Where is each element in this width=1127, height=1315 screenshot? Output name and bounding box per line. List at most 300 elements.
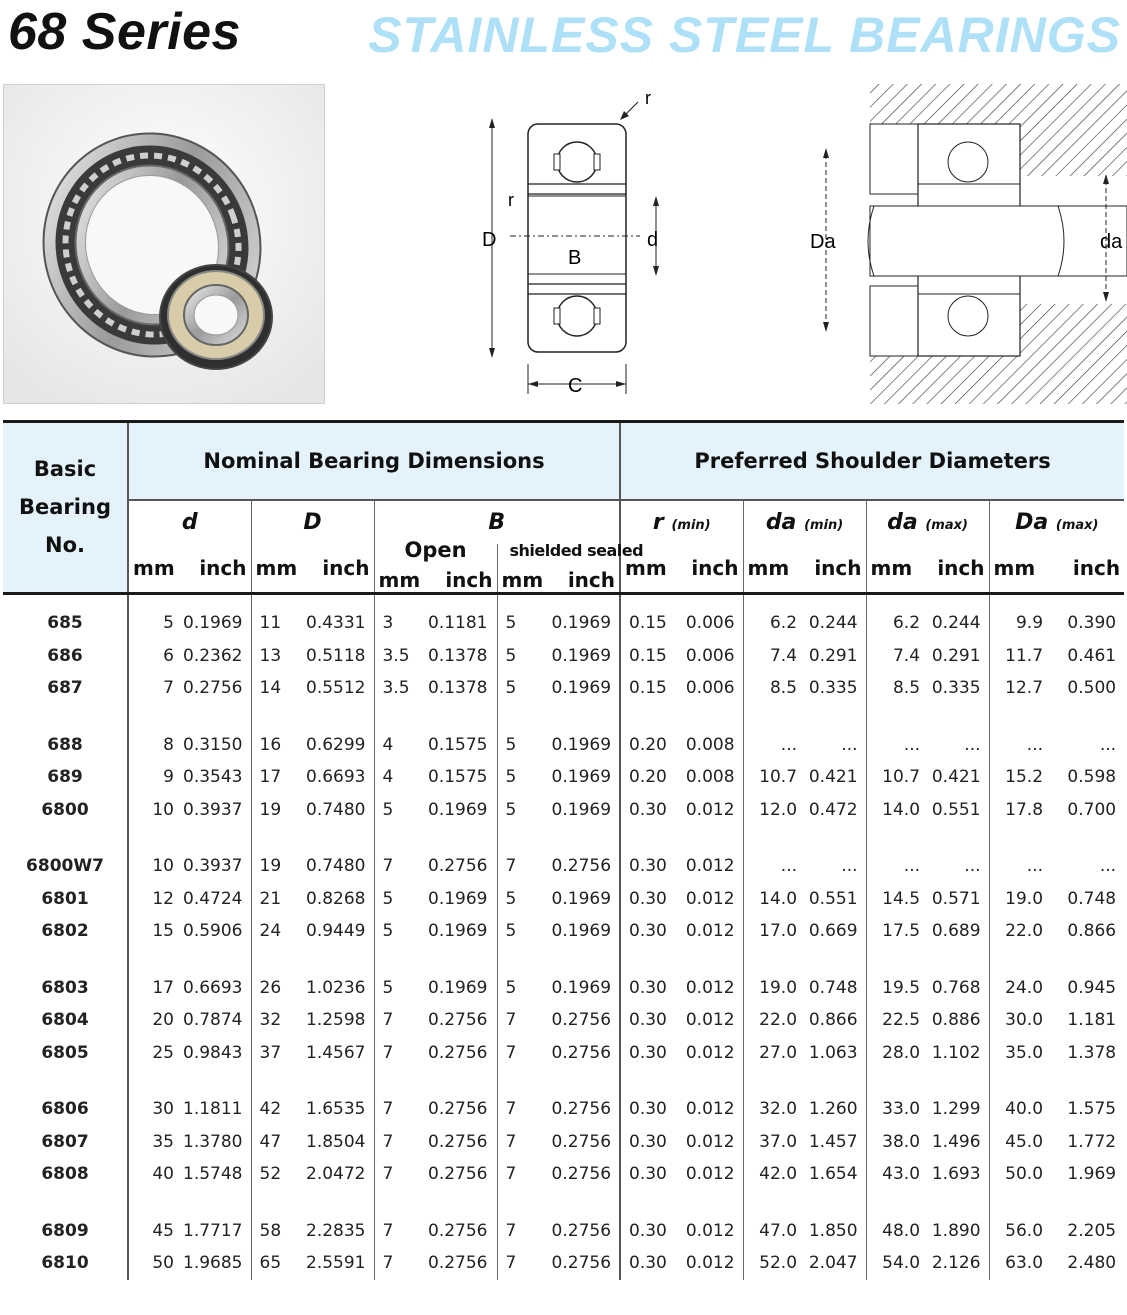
cross-section-diagram [470, 84, 670, 404]
table-cell: 0.006 [685, 645, 735, 666]
unit-inch: inch [445, 567, 493, 592]
table-cell: 5 [163, 613, 174, 634]
table-cell: 2.205 [1067, 1220, 1117, 1241]
table-cell: 5 [497, 729, 547, 762]
table-cell: ... [1099, 856, 1117, 877]
table-cell: 0.500 [1067, 678, 1117, 699]
col-d-symbol: d [181, 509, 198, 535]
table-cell: 0.5118 [306, 645, 366, 666]
table-cell: 0.2756 [428, 1099, 488, 1120]
table-cell: 6.2 [743, 607, 801, 640]
table-cell: 0.421 [808, 767, 858, 788]
table-cell: 37 [251, 1037, 301, 1070]
table-cell: 5 [374, 915, 424, 948]
table-cell: 15 [152, 921, 174, 942]
table-cell: 0.335 [808, 678, 858, 699]
table-cell: 0.866 [808, 1010, 858, 1031]
table-cell: 1.3780 [183, 1131, 243, 1152]
table-cell: 1.2598 [306, 1010, 366, 1031]
table-cell: 5 [374, 972, 424, 1005]
unit-inch: inch [322, 555, 370, 580]
table-cell: 0.1969 [551, 678, 612, 699]
table-cell: 19.0 [989, 883, 1047, 916]
table-cell: ... [964, 856, 981, 877]
table-cell: 0.9843 [183, 1042, 243, 1063]
table-cell: 7 [497, 1126, 547, 1159]
table-cell: 5 [497, 794, 547, 827]
table-cell: 0.30 [620, 794, 678, 827]
table-cell: 6 [163, 645, 174, 666]
table-cell: 0.335 [931, 678, 981, 699]
table-cell: 1.9685 [183, 1253, 243, 1274]
table-cell: 0.2756 [551, 1220, 612, 1241]
table-cell: 2.5591 [306, 1253, 366, 1274]
table-cell: 0.6693 [306, 767, 366, 788]
table-cell: 0.012 [685, 1099, 735, 1120]
table-cell: 7 [497, 1158, 547, 1191]
unit-mm: mm [620, 544, 678, 594]
table-cell: 17.8 [989, 794, 1047, 827]
table-cell: 1.1811 [183, 1099, 243, 1120]
table-cell: 32 [251, 1004, 301, 1037]
label-da: da [1100, 231, 1123, 253]
table-cell: 7 [497, 1215, 547, 1248]
table-cell: 25 [152, 1042, 174, 1063]
table-cell: 47 [251, 1126, 301, 1159]
table-cell: ... [866, 850, 924, 883]
table-cell: 0.1969 [428, 799, 488, 820]
table-row [3, 1004, 1124, 1037]
table-cell: ... [841, 734, 858, 755]
table-cell: 21 [251, 883, 301, 916]
table-cell: ... [743, 729, 801, 762]
table-cell: 0.2756 [551, 1010, 612, 1031]
table-cell: 43.0 [866, 1158, 924, 1191]
table-cell: 0.244 [808, 613, 858, 634]
table-cell: 11.7 [989, 640, 1047, 673]
table-cell: 12 [152, 888, 174, 909]
table-cell: 0.5906 [183, 921, 243, 942]
label-C: C [568, 375, 583, 397]
table-cell: 1.654 [808, 1164, 858, 1185]
label-D: D [482, 229, 497, 251]
bearing-number: 687 [3, 672, 128, 705]
table-cell: 0.748 [1067, 888, 1117, 909]
table-row [3, 1093, 1124, 1126]
table-cell: 0.700 [1067, 799, 1117, 820]
table-cell: 0.6693 [183, 977, 243, 998]
table-cell: 17 [152, 977, 174, 998]
table-cell: 0.012 [685, 1253, 735, 1274]
table-cell: 0.30 [620, 972, 678, 1005]
table-cell: 1.0236 [306, 977, 366, 998]
table-cell: 1.772 [1067, 1131, 1117, 1152]
table-cell: 8.5 [743, 672, 801, 705]
bearing-spec-table [3, 420, 1124, 1280]
table-cell: 0.20 [620, 761, 678, 794]
table-cell: 22.0 [989, 915, 1047, 948]
table-cell: 1.378 [1067, 1042, 1117, 1063]
table-cell: 0.669 [808, 921, 858, 942]
table-cell: 52 [251, 1158, 301, 1191]
table-cell: 22.0 [743, 1004, 801, 1037]
table-cell: 0.598 [1067, 767, 1117, 788]
unit-inch: inch [199, 555, 247, 580]
table-cell: 0.551 [808, 888, 858, 909]
table-cell: 50 [152, 1253, 174, 1274]
table-cell: 0.2756 [551, 1099, 612, 1120]
table-cell: 42 [251, 1093, 301, 1126]
table-cell: 0.30 [620, 1247, 678, 1280]
bearing-photo [3, 84, 325, 404]
table-cell: 11 [251, 607, 301, 640]
table-cell: 0.012 [685, 1042, 735, 1063]
table-cell: 0.012 [685, 799, 735, 820]
table-row [3, 850, 1124, 883]
table-cell: 7 [497, 1247, 547, 1280]
table-cell: 5 [374, 794, 424, 827]
bearing-number: 6808 [3, 1158, 128, 1191]
table-cell: 24.0 [989, 972, 1047, 1005]
table-cell: 1.6535 [306, 1099, 366, 1120]
table-cell: ... [989, 850, 1047, 883]
table-cell: 0.768 [931, 977, 981, 998]
table-cell: 5 [374, 883, 424, 916]
table-cell: 0.6299 [306, 734, 366, 755]
table-cell: 5 [497, 672, 547, 705]
table-cell: 30 [152, 1099, 174, 1120]
table-cell: 0.7480 [306, 799, 366, 820]
table-cell: 0.30 [620, 1004, 678, 1037]
table-cell: 12.7 [989, 672, 1047, 705]
table-cell: 0.30 [620, 1093, 678, 1126]
table-cell: 0.1969 [551, 888, 612, 909]
table-cell: 1.4567 [306, 1042, 366, 1063]
table-cell: 0.30 [620, 1126, 678, 1159]
table-cell: 0.15 [620, 672, 678, 705]
table-cell: 0.291 [931, 645, 981, 666]
label-d: d [647, 229, 659, 251]
table-cell: 1.5748 [183, 1164, 243, 1185]
table-cell: 4 [374, 729, 424, 762]
table-cell: 0.012 [685, 977, 735, 998]
table-cell: 28.0 [866, 1037, 924, 1070]
table-cell: 7 [497, 850, 547, 883]
table-cell: 5 [497, 883, 547, 916]
table-cell: 0.866 [1067, 921, 1117, 942]
table-cell: 1.8504 [306, 1131, 366, 1152]
table-cell: 14 [251, 672, 301, 705]
table-cell: 10 [152, 856, 174, 877]
table-cell: 0.2756 [551, 1042, 612, 1063]
table-cell: 0.006 [685, 613, 735, 634]
table-cell: 0.2756 [428, 1220, 488, 1241]
table-row [3, 761, 1124, 794]
bearing-number: 6810 [3, 1247, 128, 1280]
table-cell: 13 [251, 640, 301, 673]
table-cell: 2.126 [931, 1253, 981, 1274]
unit-mm: mm [743, 544, 801, 594]
table-cell: ... [866, 729, 924, 762]
table-cell: 14.5 [866, 883, 924, 916]
table-row [3, 1158, 1124, 1191]
table-cell: 7 [374, 850, 424, 883]
table-cell: 8 [163, 734, 174, 755]
table-cell: 0.3150 [183, 734, 243, 755]
shoulder-diameters-header: Preferred Shoulder Diameters [620, 422, 1124, 500]
table-cell: 1.850 [808, 1220, 858, 1241]
table-cell: 7 [374, 1093, 424, 1126]
table-cell: 47.0 [743, 1215, 801, 1248]
table-cell: 0.1378 [428, 645, 488, 666]
table-row [3, 1037, 1124, 1070]
table-cell: 0.3543 [183, 767, 243, 788]
table-cell: 7 [374, 1126, 424, 1159]
bearing-number: 6800W7 [3, 850, 128, 883]
table-cell: 5 [497, 915, 547, 948]
table-cell: 0.2362 [183, 645, 243, 666]
table-cell: 1.260 [808, 1099, 858, 1120]
table-cell: 0.886 [931, 1010, 981, 1031]
table-cell: 0.15 [620, 640, 678, 673]
table-row [3, 794, 1124, 827]
col-B-symbol: B [374, 500, 620, 544]
table-cell: 0.421 [931, 767, 981, 788]
bearing-number: 6802 [3, 915, 128, 948]
table-cell: 1.457 [808, 1131, 858, 1152]
table-cell: 48.0 [866, 1215, 924, 1248]
table-cell: 0.012 [685, 1131, 735, 1152]
table-cell: 40.0 [989, 1093, 1047, 1126]
bearing-number: 6800 [3, 794, 128, 827]
table-cell: 0.945 [1067, 977, 1117, 998]
table-cell: 0.571 [931, 888, 981, 909]
table-row [3, 972, 1124, 1005]
table-cell: 0.461 [1067, 645, 1117, 666]
table-cell: 0.012 [685, 1220, 735, 1241]
table-cell: 0.012 [685, 1010, 735, 1031]
nominal-dimensions-header: Nominal Bearing Dimensions [203, 448, 545, 473]
label-r-side: r [508, 190, 514, 210]
table-cell: 0.390 [1067, 613, 1117, 634]
bearing-number: 6805 [3, 1037, 128, 1070]
table-cell: 7.4 [866, 640, 924, 673]
table-cell: 0.7480 [306, 856, 366, 877]
unit-inch: inch [814, 555, 862, 580]
table-row [3, 883, 1124, 916]
table-cell: 0.1969 [551, 645, 612, 666]
unit-inch: inch [691, 555, 739, 580]
table-cell: 0.2756 [183, 678, 243, 699]
shielded-sealed-label: shielded sealed [509, 540, 644, 560]
table-cell: 17 [251, 761, 301, 794]
table-cell: 26 [251, 972, 301, 1005]
table-cell: 12.0 [743, 794, 801, 827]
table-cell: 14.0 [866, 794, 924, 827]
table-cell: 0.1969 [551, 799, 612, 820]
unit-mm: mm [866, 544, 924, 594]
table-cell: 7 [374, 1004, 424, 1037]
table-cell: 16 [251, 729, 301, 762]
table-cell: 19 [251, 850, 301, 883]
table-cell: 4 [374, 761, 424, 794]
table-cell: 0.2756 [428, 1253, 488, 1274]
table-cell: 0.1181 [428, 613, 488, 634]
table-cell: 0.15 [620, 607, 678, 640]
col-da-min-symbol: da (min) [743, 500, 866, 544]
table-cell: 37.0 [743, 1126, 801, 1159]
table-cell: 50.0 [989, 1158, 1047, 1191]
table-cell: 33.0 [866, 1093, 924, 1126]
table-cell: 19 [251, 794, 301, 827]
table-cell: 65 [251, 1247, 301, 1280]
table-cell: 0.1378 [428, 678, 488, 699]
table-cell: 17.5 [866, 915, 924, 948]
bearing-number: 688 [3, 729, 128, 762]
table-cell: 14.0 [743, 883, 801, 916]
table-cell: 7 [374, 1037, 424, 1070]
table-row [3, 672, 1124, 705]
table-cell: 7 [497, 1093, 547, 1126]
table-cell: 7 [163, 678, 174, 699]
table-cell: 0.1969 [428, 921, 488, 942]
table-cell: 0.1969 [551, 734, 612, 755]
table-cell: 0.2756 [551, 1164, 612, 1185]
table-cell: 0.2756 [428, 856, 488, 877]
unit-inch: inch [567, 567, 616, 592]
unit-inch: inch [1072, 555, 1121, 580]
table-cell: 0.2756 [428, 1042, 488, 1063]
table-row [3, 915, 1124, 948]
table-cell: 9 [163, 767, 174, 788]
page-subtitle: STAINLESS STEEL BEARINGS [368, 7, 1121, 63]
col-D-symbol: D [251, 500, 374, 544]
bearing-number: 6809 [3, 1215, 128, 1248]
table-cell: 0.8268 [306, 888, 366, 909]
table-cell: 52.0 [743, 1247, 801, 1280]
table-cell: 0.30 [620, 1158, 678, 1191]
table-cell: 63.0 [989, 1247, 1047, 1280]
unit-mm: Open mm [374, 544, 424, 594]
table-cell: 1.063 [808, 1042, 858, 1063]
table-cell: 0.008 [685, 767, 735, 788]
table-cell: 0.1969 [428, 888, 488, 909]
table-cell: 45.0 [989, 1126, 1047, 1159]
table-cell: 1.102 [931, 1042, 981, 1063]
table-cell: 0.1969 [183, 613, 243, 634]
table-cell: 0.9449 [306, 921, 366, 942]
bearing-number: 6806 [3, 1093, 128, 1126]
table-cell: 0.012 [685, 921, 735, 942]
table-cell: 10.7 [866, 761, 924, 794]
unit-inch: inch [937, 555, 985, 580]
table-cell: 2.480 [1067, 1253, 1117, 1274]
table-row [3, 607, 1124, 640]
table-cell: 0.2756 [428, 1164, 488, 1185]
table-cell: 0.472 [808, 799, 858, 820]
table-cell: 0.1969 [551, 767, 612, 788]
table-cell: 0.20 [620, 729, 678, 762]
bearing-number: 6807 [3, 1126, 128, 1159]
table-cell: 0.2756 [551, 856, 612, 877]
table-cell: 0.30 [620, 915, 678, 948]
table-cell: 0.244 [931, 613, 981, 634]
table-cell: 5 [497, 640, 547, 673]
table-cell: 17.0 [743, 915, 801, 948]
table-cell: 27.0 [743, 1037, 801, 1070]
table-cell: 0.012 [685, 856, 735, 877]
spec-table-body [3, 593, 1124, 1280]
table-cell: 7.4 [743, 640, 801, 673]
table-cell: 0.689 [931, 921, 981, 942]
table-cell: 0.30 [620, 850, 678, 883]
table-cell: 0.012 [685, 1164, 735, 1185]
table-cell: 0.30 [620, 883, 678, 916]
table-cell: 0.006 [685, 678, 735, 699]
table-cell: 0.008 [685, 734, 735, 755]
table-cell: 0.748 [808, 977, 858, 998]
table-cell: 15.2 [989, 761, 1047, 794]
table-cell: 2.0472 [306, 1164, 366, 1185]
table-row [3, 1126, 1124, 1159]
table-cell: 22.5 [866, 1004, 924, 1037]
unit-mm: mm [251, 544, 301, 594]
table-cell: 3.5 [374, 672, 424, 705]
table-cell: 0.3937 [183, 799, 243, 820]
unit-mm: mm [133, 555, 175, 580]
table-cell: 0.30 [620, 1215, 678, 1248]
table-cell: 0.1969 [551, 921, 612, 942]
table-cell: 42.0 [743, 1158, 801, 1191]
table-cell: 10.7 [743, 761, 801, 794]
table-cell: 20 [152, 1010, 174, 1031]
table-cell: 10 [152, 799, 174, 820]
bearing-number: 6801 [3, 883, 128, 916]
label-B: B [568, 247, 582, 269]
table-cell: 9.9 [989, 607, 1047, 640]
table-cell: 0.551 [931, 799, 981, 820]
table-cell: 1.181 [1067, 1010, 1117, 1031]
table-cell: 7 [497, 1037, 547, 1070]
table-cell: 45 [152, 1220, 174, 1241]
unit-mm: shielded sealed mm [497, 544, 547, 594]
table-cell: 19.5 [866, 972, 924, 1005]
table-cell: 0.5512 [306, 678, 366, 699]
table-cell: 0.4331 [306, 613, 366, 634]
table-cell: 58 [251, 1215, 301, 1248]
table-cell: 0.2756 [551, 1253, 612, 1274]
mounting-diagram [808, 84, 1127, 404]
table-cell: 0.2756 [428, 1131, 488, 1152]
table-cell: 7 [374, 1158, 424, 1191]
table-cell: 1.969 [1067, 1164, 1117, 1185]
col-Da-max-symbol: Da (max) [989, 500, 1124, 544]
table-cell: 0.4724 [183, 888, 243, 909]
bearing-number: 685 [3, 607, 128, 640]
table-cell: 32.0 [743, 1093, 801, 1126]
bearing-number: 6804 [3, 1004, 128, 1037]
table-cell: 0.2756 [551, 1131, 612, 1152]
table-cell: 1.693 [931, 1164, 981, 1185]
table-cell: 2.047 [808, 1253, 858, 1274]
table-cell: 0.1969 [428, 977, 488, 998]
table-cell: 3 [374, 607, 424, 640]
table-cell: 3.5 [374, 640, 424, 673]
label-Da: Da [810, 231, 836, 253]
table-cell: 1.575 [1067, 1099, 1117, 1120]
table-cell: 5 [497, 761, 547, 794]
table-cell: ... [964, 734, 981, 755]
